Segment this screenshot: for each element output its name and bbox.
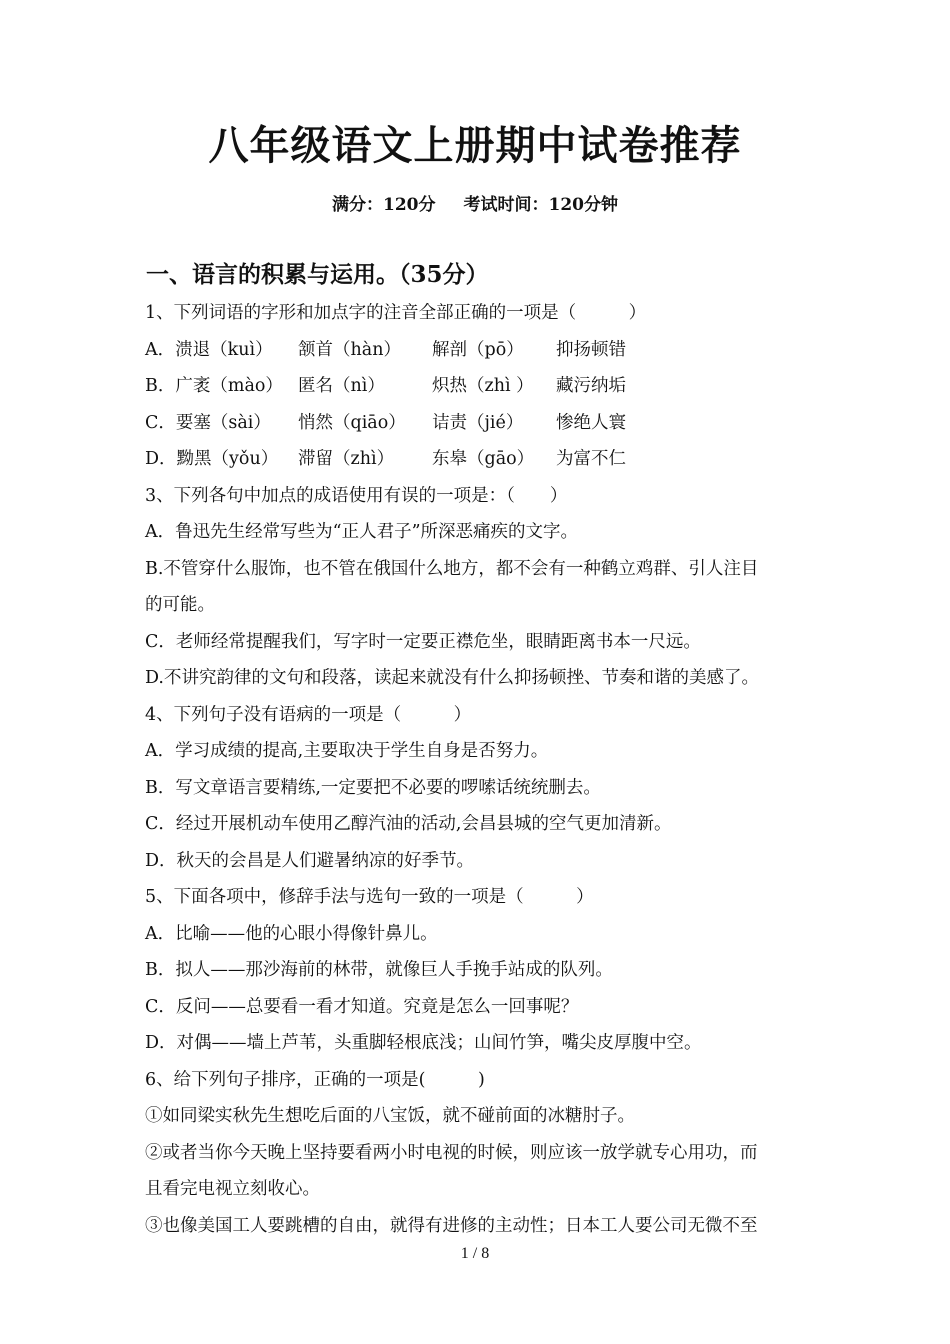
option-cell: 为富不仁 <box>556 449 626 469</box>
full-score: 满分：120分 <box>332 195 436 215</box>
question-1-option-c <box>145 407 815 444</box>
question-1-option-a <box>145 334 815 371</box>
option-cell: 解剖（pō） <box>432 339 524 360</box>
question-4-option-d: D．秋天的会昌是人们避暑纳凉的好季节。 <box>145 850 475 871</box>
question-5-option-c: C．反问——总要看一看才知道。究竟是怎么一回事呢？ <box>145 996 579 1017</box>
question-5-option-b: B．拟人——那沙海前的林带，就像巨人手挽手站成的队列。 <box>145 960 613 980</box>
question-3-option-b: B.不管穿什么服饰，也不管在俄国什么地方，都不会有一种鹤立鸡群、引人注目 <box>145 558 759 579</box>
question-4-option-b: B．写文章语言要精练,一定要把不必要的啰嗦话统统删去。 <box>145 777 601 798</box>
question-3-option-a: A．鲁迅先生经常写些为“正人君子”所深恶痛疾的文字。 <box>145 522 579 542</box>
option-cell: 颔首（hàn） <box>298 339 401 360</box>
question-3-option-b-cont: 的可能。 <box>145 595 215 615</box>
question-4-option-c: C．经过开展机动车使用乙醇汽油的活动,会昌县城的空气更加清新。 <box>145 814 672 834</box>
question-6-sentence-3: ③也像美国工人要跳槽的自由，就得有进修的主动性；日本工人要公司无微不至 <box>145 1215 758 1236</box>
option-cell: A．溃退（kuì） <box>145 339 273 360</box>
question-1-stem: 1、下列词语的字形和加点字的注音全部正确的一项是（ ） <box>145 303 647 323</box>
question-5-stem: 5、下面各项中，修辞手法与选句一致的一项是（ ） <box>145 887 594 907</box>
option-cell: 藏污纳垢 <box>556 376 626 396</box>
option-cell: 抑扬顿错 <box>556 339 626 360</box>
option-cell: 诘责（jié） <box>432 412 524 433</box>
question-4-stem: 4、下列句子没有语病的一项是（ ） <box>145 704 472 725</box>
question-5-option-d: D．对偶——墙上芦苇，头重脚轻根底浅；山间竹笋，嘴尖皮厚腹中空。 <box>145 1033 702 1053</box>
page-number: 1 / 8 <box>460 1245 490 1262</box>
question-6-stem: 6、给下列句子排序，正确的一项是( ) <box>145 1069 485 1090</box>
option-cell: 悄然（qiāo） <box>298 412 406 433</box>
option-cell: 炽热（zhì ） <box>432 376 534 396</box>
option-cell: 东皋（gāo） <box>432 449 535 469</box>
option-cell: 惨绝人寰 <box>556 412 626 433</box>
question-3-option-c: C．老师经常提醒我们，写字时一定要正襟危坐，眼睛距离书本一尺远。 <box>145 631 701 652</box>
question-6-sentence-2: ②或者当你今天晚上坚持要看两小时电视的时候，则应该一放学就专心用功，而 <box>145 1142 758 1163</box>
question-1-option-b <box>145 370 815 407</box>
question-list <box>145 297 815 1246</box>
exam-time: 考试时间：120分钟 <box>463 195 618 215</box>
exam-info <box>0 193 950 217</box>
option-cell: D．黝黑（yǒu） <box>145 449 279 469</box>
question-3-option-d: D.不讲究韵律的文句和段落，读起来就没有什么抑扬顿挫、节奏和谐的美感了。 <box>145 668 759 688</box>
option-cell: B．广袤（mào） <box>145 376 283 396</box>
page-title: 八年级语文上册期中试卷推荐 <box>208 122 742 169</box>
section-heading: 一、语言的积累与运用。（35分） <box>146 261 489 288</box>
question-3-stem: 3、下列各句中加点的成语使用有误的一项是：（ ） <box>145 485 568 506</box>
question-6-sentence-1: ①如同梁实秋先生想吃后面的八宝饭，就不碰前面的冰糖肘子。 <box>145 1106 635 1126</box>
option-cell: C．要塞（sài） <box>145 412 271 433</box>
question-1-option-d <box>145 443 815 480</box>
option-cell: 匿名（nì） <box>298 376 385 396</box>
question-4-option-a: A．学习成绩的提高,主要取决于学生自身是否努力。 <box>145 741 549 761</box>
question-5-option-a: A．比喻——他的心眼小得像针鼻儿。 <box>145 923 438 944</box>
option-cell: 滞留（zhì） <box>298 449 395 469</box>
question-6-sentence-2-cont: 且看完电视立刻收心。 <box>145 1179 320 1199</box>
